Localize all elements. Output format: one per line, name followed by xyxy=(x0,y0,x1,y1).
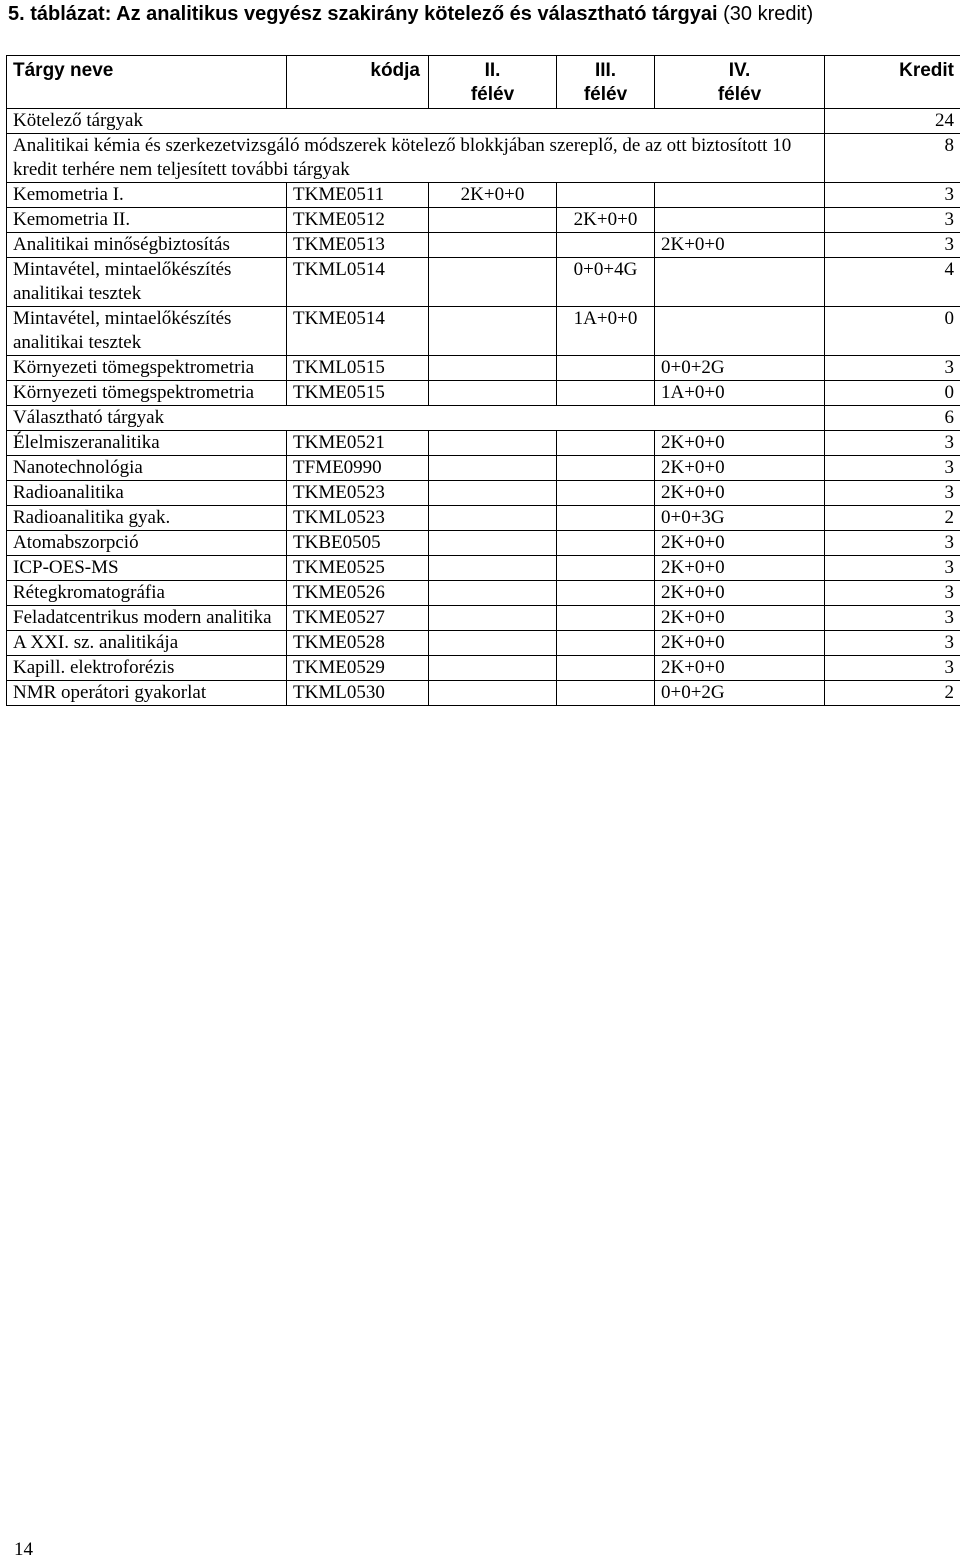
course-name-cell: Radioanalitika xyxy=(7,481,287,506)
credit-cell: 0 xyxy=(825,307,960,356)
table-row xyxy=(7,506,960,531)
header-semester-2-label: félév xyxy=(470,84,515,105)
semester-4-cell: 0+0+2G xyxy=(655,681,825,706)
semester-4-cell xyxy=(655,183,825,208)
header-semester-4 xyxy=(655,56,825,109)
semester-2-cell xyxy=(429,307,557,356)
semester-4-cell xyxy=(655,307,825,356)
credit-cell: 3 xyxy=(825,456,960,481)
semester-3-cell xyxy=(557,481,655,506)
semester-4-cell: 2K+0+0 xyxy=(655,556,825,581)
course-code-cell: TKML0514 xyxy=(287,258,429,307)
semester-2-cell xyxy=(429,356,557,381)
semester-3-cell xyxy=(557,356,655,381)
semester-2-cell xyxy=(429,606,557,631)
header-semester-4-roman: IV. xyxy=(728,60,751,81)
table-row xyxy=(7,208,960,233)
table-row xyxy=(7,456,960,481)
section-label-mandatory: Kötelező tárgyak xyxy=(7,109,825,134)
course-code-cell: TKME0513 xyxy=(287,233,429,258)
table-row xyxy=(7,631,960,656)
semester-2-cell xyxy=(429,681,557,706)
semester-3-cell: 0+0+4G xyxy=(557,258,655,307)
header-code: kódja xyxy=(287,56,429,109)
caption-title: 5. táblázat: Az analitikus vegyész szakirány kötelező és választható tárgyai xyxy=(8,3,718,25)
credit-cell: 3 xyxy=(825,431,960,456)
course-name-cell: Környezeti tömegspektrometria xyxy=(7,381,287,406)
course-name-cell: A XXI. sz. analitikája xyxy=(7,631,287,656)
header-semester-3-roman: III. xyxy=(594,60,617,81)
header-name: Tárgy neve xyxy=(7,56,287,109)
table-row xyxy=(7,381,960,406)
header-row xyxy=(7,56,960,109)
semester-4-cell: 0+0+2G xyxy=(655,356,825,381)
header-semester-2-roman: II. xyxy=(484,60,501,81)
credit-cell: 3 xyxy=(825,556,960,581)
section-credit-mandatory: 24 xyxy=(825,109,960,134)
header-semester-3-label: félév xyxy=(583,84,628,105)
semester-2-cell xyxy=(429,258,557,307)
course-name-cell: Kemometria I. xyxy=(7,183,287,208)
course-name-cell: Rétegkromatográfia xyxy=(7,581,287,606)
course-code-cell: TKME0525 xyxy=(287,556,429,581)
course-name-cell: Analitikai minőségbiztosítás xyxy=(7,233,287,258)
course-name-cell: Feladatcentrikus modern analitika xyxy=(7,606,287,631)
semester-2-cell xyxy=(429,233,557,258)
course-code-cell: TKML0515 xyxy=(287,356,429,381)
credit-cell: 3 xyxy=(825,656,960,681)
table-row xyxy=(7,556,960,581)
table-row xyxy=(7,307,960,356)
course-code-cell: TKME0523 xyxy=(287,481,429,506)
credit-cell: 2 xyxy=(825,506,960,531)
course-code-cell: TKME0527 xyxy=(287,606,429,631)
table-row xyxy=(7,481,960,506)
header-semester-4-label: félév xyxy=(717,84,762,105)
credit-cell: 3 xyxy=(825,208,960,233)
credit-cell: 4 xyxy=(825,258,960,307)
semester-2-cell xyxy=(429,556,557,581)
table-row xyxy=(7,681,960,706)
semester-3-cell xyxy=(557,381,655,406)
semester-3-cell xyxy=(557,581,655,606)
block-note-credit: 8 xyxy=(825,134,960,183)
credit-cell: 3 xyxy=(825,606,960,631)
credit-cell: 3 xyxy=(825,233,960,258)
semester-4-cell xyxy=(655,258,825,307)
credit-cell: 3 xyxy=(825,183,960,208)
semester-2-cell xyxy=(429,531,557,556)
page-number: 14 xyxy=(14,1539,33,1560)
table-row xyxy=(7,606,960,631)
course-name-cell: ICP-OES-MS xyxy=(7,556,287,581)
course-name-cell: Környezeti tömegspektrometria xyxy=(7,356,287,381)
semester-3-cell xyxy=(557,183,655,208)
semester-3-cell xyxy=(557,506,655,531)
credit-cell: 2 xyxy=(825,681,960,706)
semester-3-cell xyxy=(557,681,655,706)
course-name-cell: Nanotechnológia xyxy=(7,456,287,481)
semester-4-cell: 1A+0+0 xyxy=(655,381,825,406)
header-semester-2 xyxy=(429,56,557,109)
semester-2-cell xyxy=(429,506,557,531)
course-code-cell: TKME0515 xyxy=(287,381,429,406)
course-table xyxy=(6,55,960,706)
semester-2-cell xyxy=(429,631,557,656)
table-row xyxy=(7,531,960,556)
credit-cell: 3 xyxy=(825,356,960,381)
course-name-cell: Kemometria II. xyxy=(7,208,287,233)
course-name-cell: Radioanalitika gyak. xyxy=(7,506,287,531)
table-row xyxy=(7,431,960,456)
course-code-cell: TKME0526 xyxy=(287,581,429,606)
semester-3-cell xyxy=(557,656,655,681)
semester-2-cell xyxy=(429,208,557,233)
semester-4-cell: 2K+0+0 xyxy=(655,631,825,656)
semester-2-cell xyxy=(429,656,557,681)
semester-4-cell: 2K+0+0 xyxy=(655,431,825,456)
credit-cell: 3 xyxy=(825,481,960,506)
block-note-row xyxy=(7,134,960,183)
course-name-cell: Atomabszorpció xyxy=(7,531,287,556)
course-code-cell: TKME0514 xyxy=(287,307,429,356)
section-credit-elective: 6 xyxy=(825,406,960,431)
block-note-text: Analitikai kémia és szerkezetvizsgáló módszerek kötelező blokkjában szereplő, de az ott biztosított 10 kredit terhére nem teljesített további tárgyak xyxy=(7,134,825,183)
semester-2-cell xyxy=(429,431,557,456)
course-code-cell: TFME0990 xyxy=(287,456,429,481)
course-code-cell: TKML0530 xyxy=(287,681,429,706)
table-caption xyxy=(8,2,953,26)
course-name-cell: Élelmiszeranalitika xyxy=(7,431,287,456)
semester-3-cell: 2K+0+0 xyxy=(557,208,655,233)
table-row xyxy=(7,233,960,258)
semester-4-cell: 2K+0+0 xyxy=(655,456,825,481)
semester-3-cell xyxy=(557,456,655,481)
course-name-cell: Kapill. elektroforézis xyxy=(7,656,287,681)
course-code-cell: TKME0511 xyxy=(287,183,429,208)
table-row xyxy=(7,258,960,307)
semester-4-cell: 2K+0+0 xyxy=(655,481,825,506)
credit-cell: 0 xyxy=(825,381,960,406)
semester-2-cell xyxy=(429,381,557,406)
course-name-cell: Mintavétel, mintaelőkészítés analitikai tesztek xyxy=(7,258,287,307)
semester-4-cell: 0+0+3G xyxy=(655,506,825,531)
course-code-cell: TKME0512 xyxy=(287,208,429,233)
semester-3-cell xyxy=(557,606,655,631)
semester-3-cell xyxy=(557,233,655,258)
course-code-cell: TKBE0505 xyxy=(287,531,429,556)
semester-4-cell: 2K+0+0 xyxy=(655,656,825,681)
section-label-elective: Választható tárgyak xyxy=(7,406,825,431)
semester-4-cell: 2K+0+0 xyxy=(655,233,825,258)
semester-2-cell xyxy=(429,581,557,606)
header-credit: Kredit xyxy=(825,56,960,109)
semester-3-cell xyxy=(557,531,655,556)
section-row-elective xyxy=(7,406,960,431)
semester-4-cell: 2K+0+0 xyxy=(655,531,825,556)
header-semester-3 xyxy=(557,56,655,109)
table-row xyxy=(7,183,960,208)
semester-2-cell xyxy=(429,456,557,481)
course-code-cell: TKME0529 xyxy=(287,656,429,681)
course-code-cell: TKME0528 xyxy=(287,631,429,656)
credit-cell: 3 xyxy=(825,531,960,556)
credit-cell: 3 xyxy=(825,631,960,656)
caption-credit-total: (30 kredit) xyxy=(717,3,814,25)
table-row xyxy=(7,581,960,606)
semester-2-cell: 2K+0+0 xyxy=(429,183,557,208)
semester-4-cell xyxy=(655,208,825,233)
semester-3-cell: 1A+0+0 xyxy=(557,307,655,356)
semester-3-cell xyxy=(557,556,655,581)
semester-4-cell: 2K+0+0 xyxy=(655,581,825,606)
course-code-cell: TKML0523 xyxy=(287,506,429,531)
semester-3-cell xyxy=(557,431,655,456)
semester-2-cell xyxy=(429,481,557,506)
semester-4-cell: 2K+0+0 xyxy=(655,606,825,631)
table-row xyxy=(7,356,960,381)
course-code-cell: TKME0521 xyxy=(287,431,429,456)
course-name-cell: NMR operátori gyakorlat xyxy=(7,681,287,706)
section-row-mandatory xyxy=(7,109,960,134)
table-row xyxy=(7,656,960,681)
credit-cell: 3 xyxy=(825,581,960,606)
course-name-cell: Mintavétel, mintaelőkészítés analitikai tesztek xyxy=(7,307,287,356)
semester-3-cell xyxy=(557,631,655,656)
